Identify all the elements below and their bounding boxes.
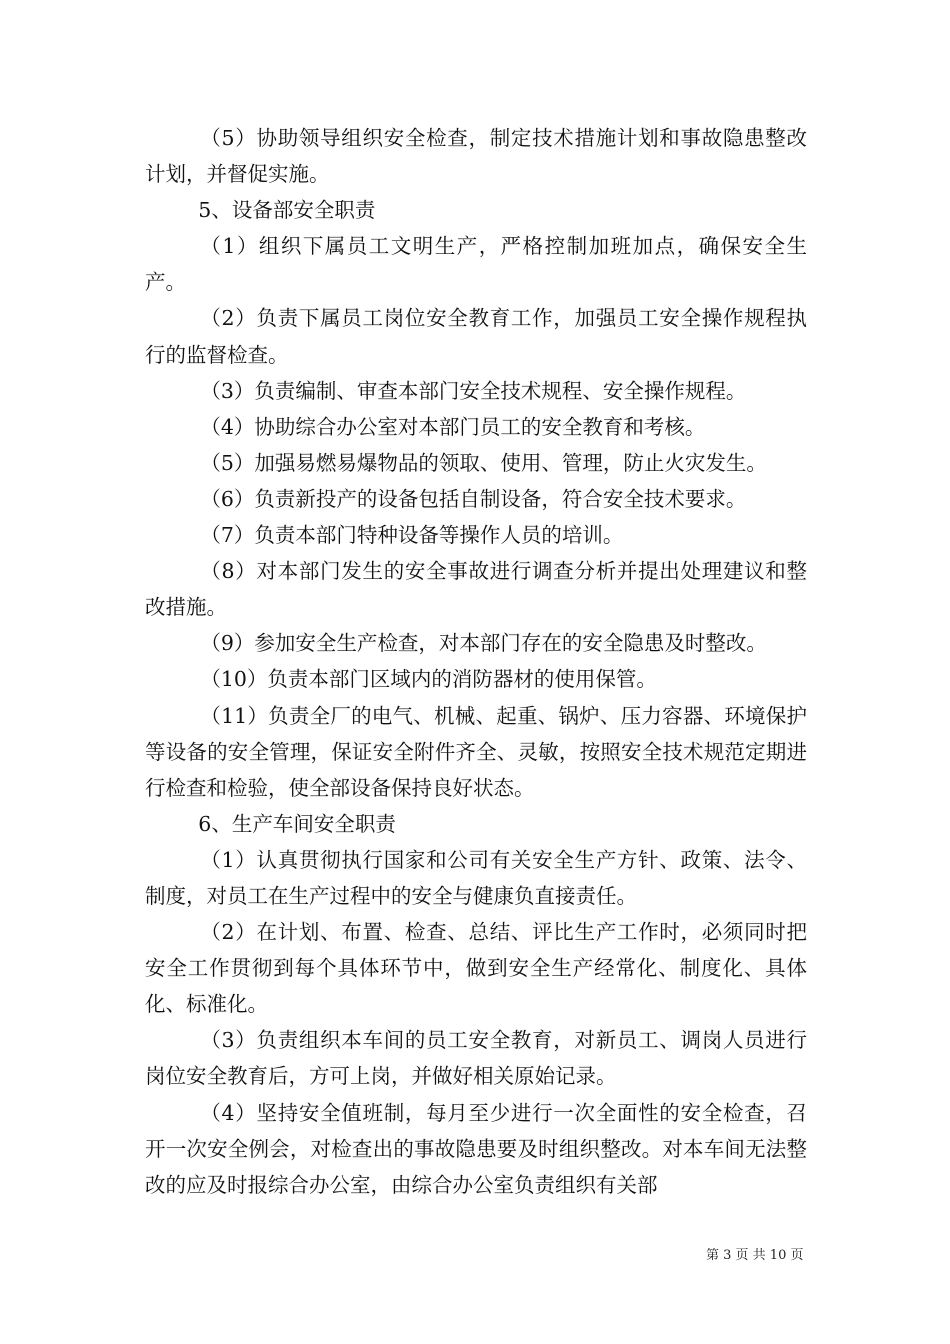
paragraph-workshop-item-4: （4）坚持安全值班制，每月至少进行一次全面性的安全检查，召开一次安全例会，对检查出的事故隐患要及时组织整改。对本车间无法整改的应及时报综合办公室，由综合办公室负责组织有关部 <box>145 1100 807 1197</box>
paragraph-equip-item-7: （7）负责本部门特种设备等操作人员的培训。 <box>200 523 624 548</box>
paragraph-equip-item-10: （10）负责本部门区域内的消防器材的使用保管。 <box>200 667 657 692</box>
paragraph-equip-item-9: （9）参加安全生产检查，对本部门存在的安全隐患及时整改。 <box>200 631 767 656</box>
paragraph-equip-item-4: （4）协助综合办公室对本部门员工的安全教育和考核。 <box>200 414 706 439</box>
paragraph-equip-item-6: （6）负责新投产的设备包括自制设备，符合安全技术要求。 <box>200 486 747 511</box>
section-heading-workshop: 6、生产车间安全职责 <box>198 811 396 836</box>
paragraph-item-5-safety-inspection: （5）协助领导组织安全检查，制定技术措施计划和事故隐患整改计划，并督促实施。 <box>145 126 807 187</box>
page-number-footer: 第 3 页 共 10 页 <box>706 1248 804 1263</box>
document-body <box>145 120 807 1203</box>
paragraph-workshop-item-2: （2）在计划、布置、检查、总结、评比生产工作时，必须同时把安全工作贯彻到每个具体环节中，做到安全生产经常化、制度化、具体化、标准化。 <box>145 920 807 1017</box>
paragraph-equip-item-8: （8）对本部门发生的安全事故进行调查分析并提出处理建议和整改措施。 <box>145 559 807 620</box>
paragraph-equip-item-5: （5）加强易燃易爆物品的领取、使用、管理，防止火灾发生。 <box>200 450 767 475</box>
paragraph-equip-item-3: （3）负责编制、审查本部门安全技术规程、安全操作规程。 <box>200 378 747 403</box>
paragraph-workshop-item-1: （1）认真贯彻执行国家和公司有关安全生产方针、政策、法令、制度，对员工在生产过程中的安全与健康负直接责任。 <box>145 847 807 908</box>
section-heading-equipment-dept: 5、设备部安全职责 <box>198 198 376 223</box>
paragraph-equip-item-11: （11）负责全厂的电气、机械、起重、锅炉、压力容器、环境保护等设备的安全管理，保证安全附件齐全、灵敏，按照安全技术规范定期进行检查和检验，使全部设备保持良好状态。 <box>145 703 807 800</box>
paragraph-workshop-item-3: （3）负责组织本车间的员工安全教育，对新员工、调岗人员进行岗位安全教育后，方可上岗，并做好相关原始记录。 <box>145 1028 807 1089</box>
paragraph-equip-item-1: （1）组织下属员工文明生产，严格控制加班加点，确保安全生产。 <box>145 234 807 295</box>
paragraph-equip-item-2: （2）负责下属员工岗位安全教育工作，加强员工安全操作规程执行的监督检查。 <box>145 306 807 367</box>
